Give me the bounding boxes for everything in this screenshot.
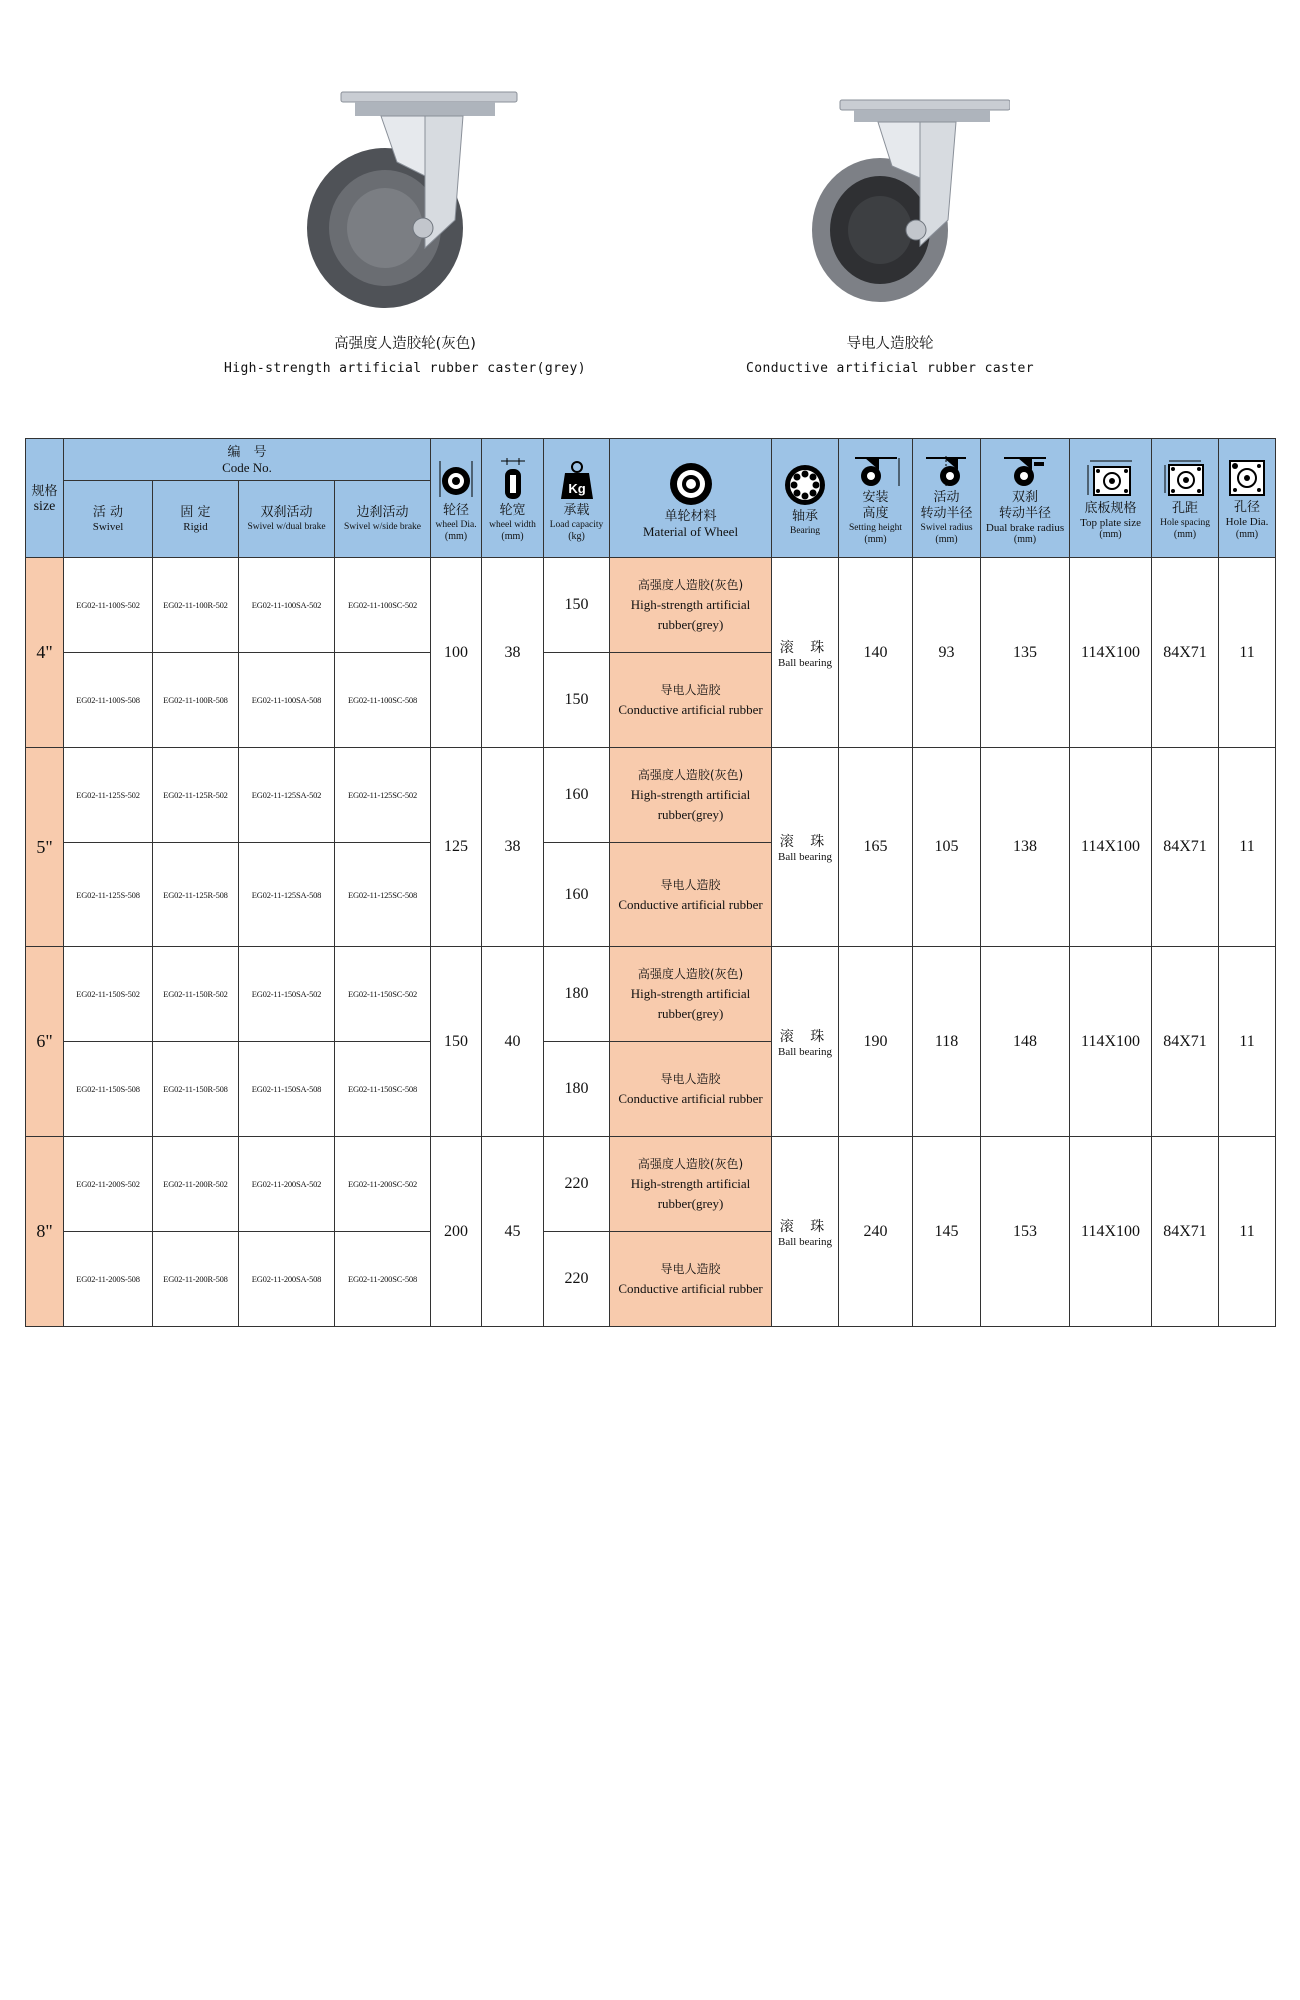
top-plate-value: 114X100 <box>1070 558 1152 748</box>
code-swivel: EG02-11-125S-502 <box>64 748 153 843</box>
hole-spacing-value: 84X71 <box>1152 1137 1219 1327</box>
code-rigid: EG02-11-100R-502 <box>153 558 239 653</box>
material-cell <box>610 558 772 653</box>
bearing-en: Ball bearing <box>777 1235 833 1248</box>
setting-height-value: 140 <box>839 558 913 748</box>
material-en: High-strength artificial rubber(grey) <box>630 1176 751 1211</box>
bearing-en: Ball bearing <box>777 1045 833 1058</box>
swivel-radius-value: 105 <box>913 748 981 947</box>
dual-brake-radius-value: 153 <box>981 1137 1070 1327</box>
load-value: 160 <box>544 748 610 843</box>
size-cell: 6" <box>26 947 64 1137</box>
wheel-dia-icon <box>436 457 476 501</box>
material-en: High-strength artificial rubber(grey) <box>630 986 751 1021</box>
header-setting-height: 安装 高度 Setting height (mm) <box>839 439 913 558</box>
load-value: 220 <box>544 1137 610 1232</box>
hole-dia-value: 11 <box>1219 947 1276 1137</box>
spec-table <box>25 438 1276 1327</box>
material-cell <box>610 947 772 1042</box>
code-dual-brake: EG02-11-200SA-508 <box>239 1232 335 1327</box>
header-rigid: 固 定 Rigid <box>153 481 239 558</box>
spec-table-body <box>26 558 1276 1327</box>
wheel-dia-value: 150 <box>431 947 482 1137</box>
top-plate-value: 114X100 <box>1070 1137 1152 1327</box>
product-grey-caster <box>180 80 630 376</box>
product-caption-en: High-strength artificial rubber caster(grey) <box>224 361 586 376</box>
wheel-width-value: 38 <box>482 748 544 947</box>
caster-height-icon <box>849 454 903 488</box>
material-en: Conductive artificial rubber <box>618 896 763 912</box>
header-dual-brake-radius: 双刹 转动半径 Dual brake radius (mm) <box>981 439 1070 558</box>
code-rigid: EG02-11-200R-508 <box>153 1232 239 1327</box>
conductive-caster-image <box>770 80 1010 310</box>
code-dual-brake: EG02-11-125SA-508 <box>239 843 335 947</box>
load-value: 160 <box>544 843 610 947</box>
code-dual-brake: EG02-11-100SA-502 <box>239 558 335 653</box>
material-cell <box>610 1232 772 1327</box>
load-value: 150 <box>544 653 610 748</box>
bearing-cn: 滚 珠 <box>779 1028 831 1045</box>
wheel-dia-value: 200 <box>431 1137 482 1327</box>
table-row <box>26 748 1276 843</box>
code-side-brake: EG02-11-150SC-502 <box>335 947 431 1042</box>
material-en: Conductive artificial rubber <box>618 1091 763 1106</box>
size-cell: 5" <box>26 748 64 947</box>
dual-brake-radius-value: 138 <box>981 748 1070 947</box>
wheel-dia-value: 125 <box>431 748 482 947</box>
code-rigid: EG02-11-125R-502 <box>153 748 239 843</box>
header-hole-spacing: 孔距 Hole spacing (mm) <box>1152 439 1219 558</box>
code-dual-brake: EG02-11-150SA-508 <box>239 1042 335 1137</box>
code-rigid: EG02-11-150R-508 <box>153 1042 239 1137</box>
hole-dia-value: 11 <box>1219 1137 1276 1327</box>
table-row <box>26 1137 1276 1232</box>
bearing-en: Ball bearing <box>777 656 833 669</box>
header-wheel-width: 轮宽 wheel width (mm) <box>482 439 544 558</box>
code-swivel: EG02-11-200S-508 <box>64 1232 153 1327</box>
bearing-cell <box>772 558 839 748</box>
header-load: Kg 承载 Load capacity (kg) <box>544 439 610 558</box>
material-cell <box>610 843 772 947</box>
header-side-brake: 边刹活动 Swivel w/side brake <box>335 481 431 558</box>
material-en: Conductive artificial rubber <box>618 1281 763 1296</box>
hole-dia-value: 11 <box>1219 748 1276 947</box>
table-row <box>26 558 1276 653</box>
material-cn: 导电人造胶 <box>660 683 721 697</box>
top-plate-value: 114X100 <box>1070 947 1152 1137</box>
material-cell <box>610 748 772 843</box>
table-row <box>26 947 1276 1042</box>
weight-icon <box>557 457 597 501</box>
bearing-en: Ball bearing <box>777 851 833 863</box>
code-swivel: EG02-11-125S-508 <box>64 843 153 947</box>
wheel-width-value: 45 <box>482 1137 544 1327</box>
dual-brake-radius-value: 135 <box>981 558 1070 748</box>
size-cell: 8" <box>26 1137 64 1327</box>
code-swivel: EG02-11-100S-508 <box>64 653 153 748</box>
load-value: 220 <box>544 1232 610 1327</box>
header-hole-dia: 孔径 Hole Dia. (mm) <box>1219 439 1276 558</box>
material-cn: 导电人造胶 <box>660 1262 721 1276</box>
swivel-radius-icon <box>922 454 972 488</box>
header-bearing: 轴承 Bearing <box>772 439 839 558</box>
wheel-width-value: 38 <box>482 558 544 748</box>
setting-height-value: 240 <box>839 1137 913 1327</box>
header-top-plate: 底板规格 Top plate size (mm) <box>1070 439 1152 558</box>
bearing-cn: 滚 珠 <box>779 1218 831 1235</box>
setting-height-value: 165 <box>839 748 913 947</box>
top-plate-value: 114X100 <box>1070 748 1152 947</box>
code-side-brake: EG02-11-100SC-502 <box>335 558 431 653</box>
header-code: 编 号 Code No. <box>64 439 431 481</box>
code-side-brake: EG02-11-150SC-508 <box>335 1042 431 1137</box>
code-side-brake: EG02-11-125SC-508 <box>335 843 431 947</box>
product-caption-cn: 高强度人造胶轮(灰色) <box>334 336 476 352</box>
wheel-width-icon <box>493 457 533 501</box>
hole-spacing-icon <box>1163 459 1207 499</box>
bearing-cell <box>772 947 839 1137</box>
material-en: High-strength artificial rubber(grey) <box>630 787 751 822</box>
code-swivel: EG02-11-150S-502 <box>64 947 153 1042</box>
ball-bearing-icon <box>783 463 827 507</box>
hole-dia-value: 11 <box>1219 558 1276 748</box>
swivel-radius-value: 93 <box>913 558 981 748</box>
hole-spacing-value: 84X71 <box>1152 558 1219 748</box>
hole-dia-icon <box>1227 458 1267 498</box>
size-cell: 4" <box>26 558 64 748</box>
bearing-cell <box>772 1137 839 1327</box>
code-rigid: EG02-11-200R-502 <box>153 1137 239 1232</box>
code-rigid: EG02-11-125R-508 <box>153 843 239 947</box>
load-value: 180 <box>544 1042 610 1137</box>
material-cn: 高强度人造胶(灰色) <box>637 967 744 981</box>
svg-text:Kg: Kg <box>567 480 586 496</box>
material-cell <box>610 653 772 748</box>
top-plate-icon <box>1086 459 1136 499</box>
material-cn: 高强度人造胶(灰色) <box>637 1157 744 1171</box>
material-cell <box>610 1137 772 1232</box>
material-cn: 高强度人造胶(灰色) <box>637 578 744 592</box>
code-swivel: EG02-11-150S-508 <box>64 1042 153 1137</box>
code-dual-brake: EG02-11-150SA-502 <box>239 947 335 1042</box>
bearing-cn: 滚 珠 <box>779 834 831 850</box>
setting-height-value: 190 <box>839 947 913 1137</box>
header-swivel-radius: 活动 转动半径 Swivel radius (mm) <box>913 439 981 558</box>
dual-brake-radius-value: 148 <box>981 947 1070 1137</box>
code-swivel: EG02-11-100S-502 <box>64 558 153 653</box>
code-side-brake: EG02-11-100SC-508 <box>335 653 431 748</box>
bearing-cn: 滚 珠 <box>779 639 831 656</box>
code-side-brake: EG02-11-200SC-502 <box>335 1137 431 1232</box>
material-cell <box>610 1042 772 1137</box>
dual-brake-icon <box>998 454 1052 488</box>
code-dual-brake: EG02-11-100SA-508 <box>239 653 335 748</box>
code-side-brake: EG02-11-125SC-502 <box>335 748 431 843</box>
code-side-brake: EG02-11-200SC-508 <box>335 1232 431 1327</box>
code-dual-brake: EG02-11-200SA-502 <box>239 1137 335 1232</box>
product-caption-cn: 导电人造胶轮 <box>846 336 934 352</box>
load-value: 180 <box>544 947 610 1042</box>
wheel-width-value: 40 <box>482 947 544 1137</box>
swivel-radius-value: 145 <box>913 1137 981 1327</box>
wheel-dia-value: 100 <box>431 558 482 748</box>
code-rigid: EG02-11-100R-508 <box>153 653 239 748</box>
code-swivel: EG02-11-200S-502 <box>64 1137 153 1232</box>
wheel-icon <box>668 461 714 507</box>
material-cn: 高强度人造胶(灰色) <box>637 768 744 782</box>
material-en: Conductive artificial rubber <box>618 702 763 717</box>
material-cn: 导电人造胶 <box>660 1072 721 1086</box>
header-material: 单轮材料 Material of Wheel <box>610 439 772 558</box>
code-dual-brake: EG02-11-125SA-502 <box>239 748 335 843</box>
grey-caster-image <box>285 80 525 310</box>
product-caption-en: Conductive artificial rubber caster <box>746 361 1034 376</box>
product-conductive-caster <box>665 80 1115 376</box>
hole-spacing-value: 84X71 <box>1152 947 1219 1137</box>
hole-spacing-value: 84X71 <box>1152 748 1219 947</box>
code-rigid: EG02-11-150R-502 <box>153 947 239 1042</box>
swivel-radius-value: 118 <box>913 947 981 1137</box>
header-dual-brake: 双刹活动 Swivel w/dual brake <box>239 481 335 558</box>
load-value: 150 <box>544 558 610 653</box>
material-en: High-strength artificial rubber(grey) <box>630 597 751 632</box>
header-wheel-dia: 轮径 wheel Dia. (mm) <box>431 439 482 558</box>
material-cn: 导电人造胶 <box>660 877 721 892</box>
header-size: 规格 size <box>26 439 64 558</box>
bearing-cell <box>772 748 839 947</box>
header-swivel: 活 动 Swivel <box>64 481 153 558</box>
